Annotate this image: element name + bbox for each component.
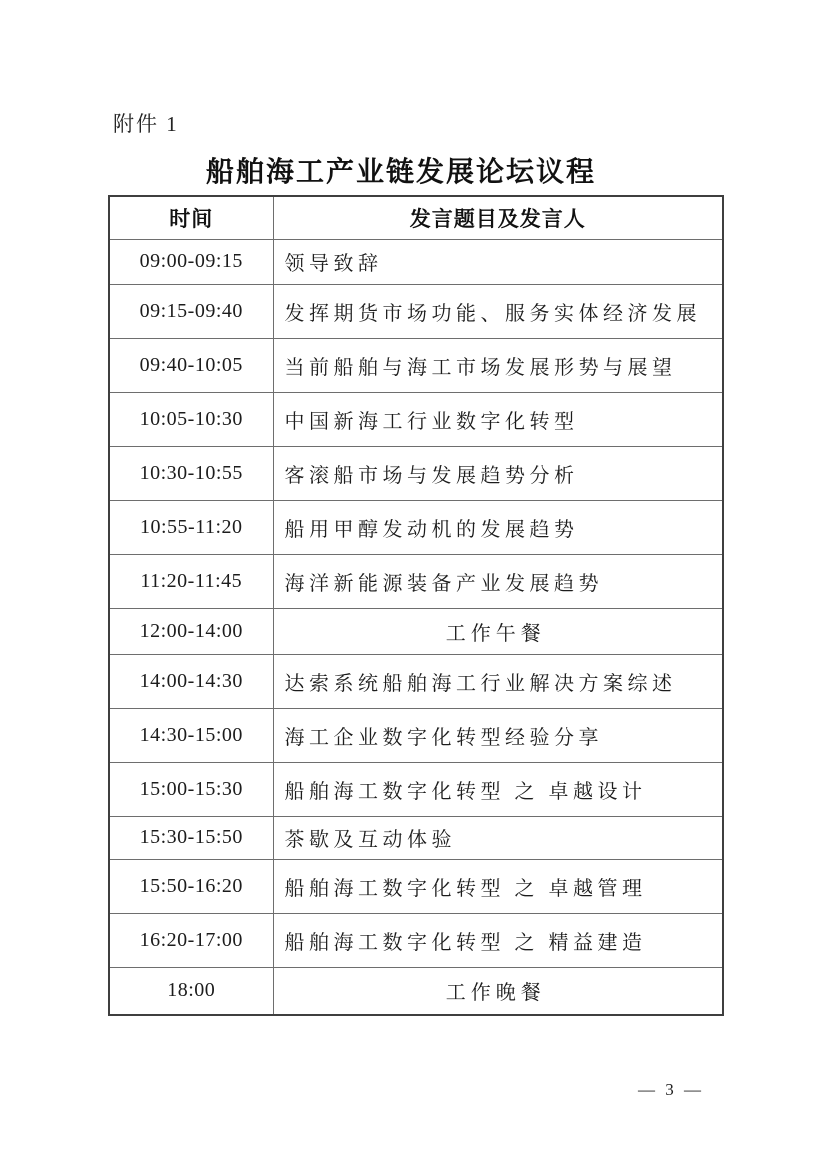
table-header-row [109, 196, 723, 239]
time-cell: 15:50-16:20 [109, 859, 273, 913]
topic-cell: 工作午餐 [273, 608, 723, 654]
attachment-label: 附件 1 [113, 112, 179, 136]
time-cell: 15:00-15:30 [109, 762, 273, 816]
topic-cell: 达索系统船舶海工行业解决方案综述 [273, 654, 723, 708]
topic-cell: 茶歇及互动体验 [273, 816, 723, 859]
table-row [109, 762, 723, 816]
table-row [109, 239, 723, 284]
table-row [109, 859, 723, 913]
time-cell: 16:20-17:00 [109, 913, 273, 967]
table-row [109, 654, 723, 708]
time-cell: 09:15-09:40 [109, 284, 273, 338]
topic-cell: 发挥期货市场功能、服务实体经济发展 [273, 284, 723, 338]
topic-cell: 海工企业数字化转型经验分享 [273, 708, 723, 762]
time-cell: 15:30-15:50 [109, 816, 273, 859]
table-row [109, 500, 723, 554]
table-row [109, 446, 723, 500]
column-header-time: 时间 [109, 196, 273, 239]
agenda-table-body [109, 239, 723, 1015]
table-row [109, 967, 723, 1015]
agenda-table [108, 195, 724, 1016]
time-cell: 12:00-14:00 [109, 608, 273, 654]
topic-cell: 船舶海工数字化转型 之 卓越管理 [273, 859, 723, 913]
time-cell: 11:20-11:45 [109, 554, 273, 608]
topic-cell: 船舶海工数字化转型 之 卓越设计 [273, 762, 723, 816]
table-row [109, 608, 723, 654]
table-row [109, 284, 723, 338]
time-cell: 10:55-11:20 [109, 500, 273, 554]
page-number: — 3 — [638, 1080, 704, 1099]
topic-cell: 领导致辞 [273, 239, 723, 284]
time-cell: 09:00-09:15 [109, 239, 273, 284]
topic-cell: 海洋新能源装备产业发展趋势 [273, 554, 723, 608]
time-cell: 09:40-10:05 [109, 338, 273, 392]
topic-cell: 客滚船市场与发展趋势分析 [273, 446, 723, 500]
topic-cell: 中国新海工行业数字化转型 [273, 392, 723, 446]
time-cell: 10:05-10:30 [109, 392, 273, 446]
table-row [109, 816, 723, 859]
time-cell: 14:30-15:00 [109, 708, 273, 762]
topic-cell: 工作晚餐 [273, 967, 723, 1015]
topic-cell: 船用甲醇发动机的发展趋势 [273, 500, 723, 554]
table-row [109, 338, 723, 392]
table-row [109, 913, 723, 967]
time-cell: 18:00 [109, 967, 273, 1015]
page-title: 船舶海工产业链发展论坛议程 [205, 157, 596, 188]
time-cell: 10:30-10:55 [109, 446, 273, 500]
topic-cell: 船舶海工数字化转型 之 精益建造 [273, 913, 723, 967]
column-header-topic: 发言题目及发言人 [273, 196, 723, 239]
topic-cell: 当前船舶与海工市场发展形势与展望 [273, 338, 723, 392]
time-cell: 14:00-14:30 [109, 654, 273, 708]
table-row [109, 708, 723, 762]
table-row [109, 554, 723, 608]
table-row [109, 392, 723, 446]
